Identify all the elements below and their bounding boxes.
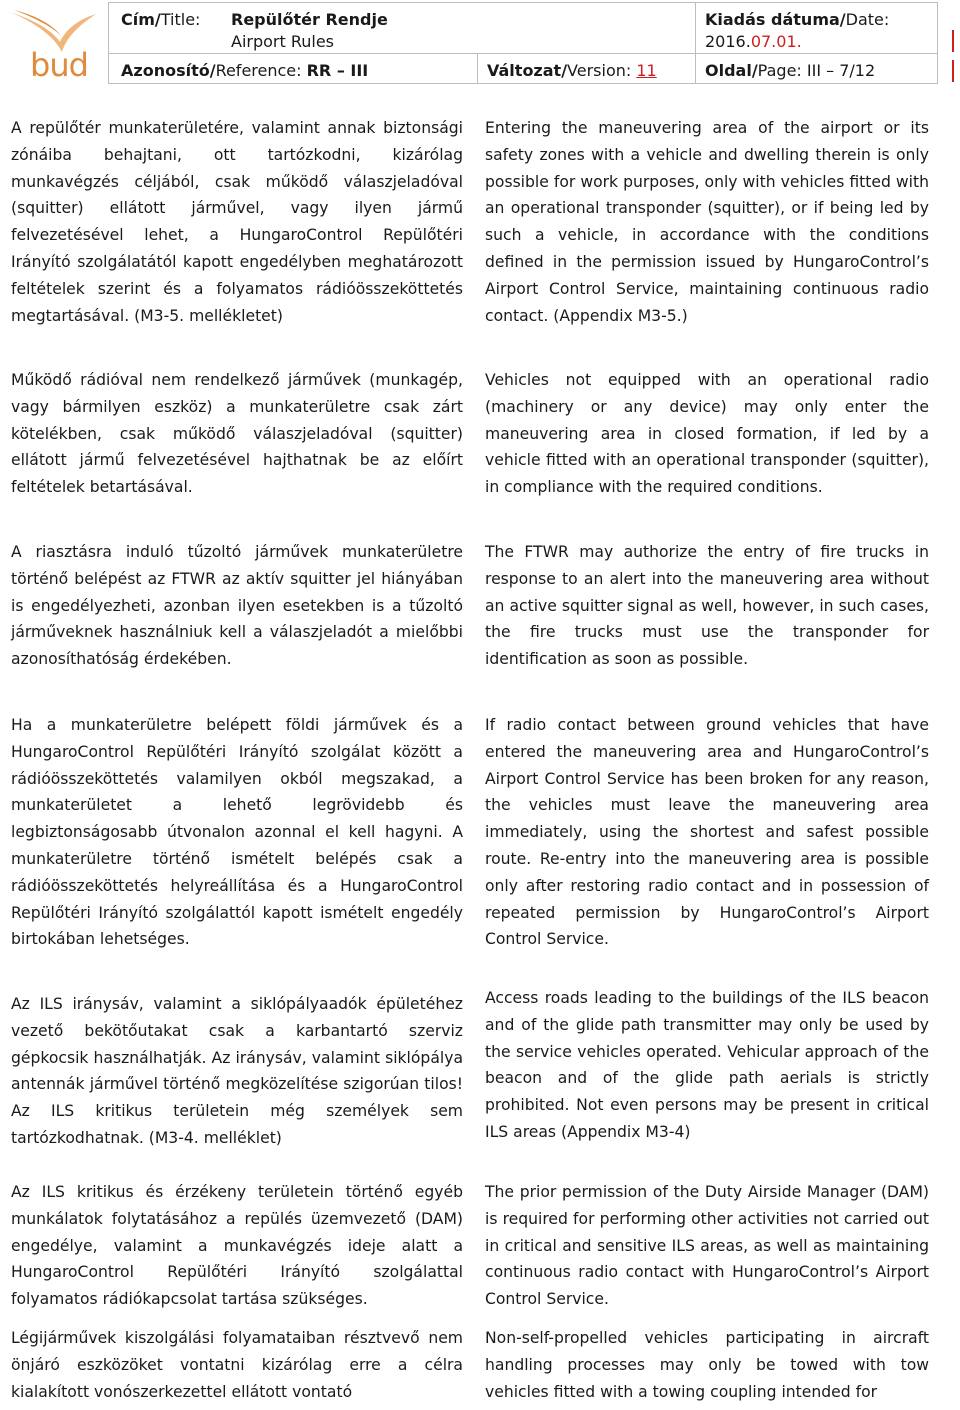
paragraph-hu: Légijárművek kiszolgálási folyamataiban résztvevő nem önjáró eszközöket vontatni kizárólag erre a célra kialakított vonószerkezettel ellátott vontató	[11, 1329, 463, 1401]
logo-wordmark: bud	[30, 46, 88, 84]
header-table	[108, 2, 938, 84]
budapest-airport-logo	[4, 6, 104, 84]
page-number: Oldal/Page: III – 7/12	[705, 61, 876, 80]
page-header	[0, 0, 960, 88]
title-label: Cím/Title:	[121, 10, 201, 29]
version: Változat/Version: 11	[487, 61, 657, 80]
document-title	[231, 9, 388, 53]
paragraph-en: Non-self-propelled vehicles participating in aircraft handling processes may only be towed with tow vehicles fitted with a towing coupling intended for	[485, 1329, 929, 1401]
paragraph-hu: A riasztásra induló tűzoltó járművek munkaterületre történő belépést az FTWR az aktív squitter jel hiányában is engedélyezheti, azonban ilyen esetekben is a tűzoltó járműveknek használniuk kell a válaszjeladót a mielőbbi azonosíthatóság érdekében.	[11, 543, 463, 669]
paragraph-en: The prior permission of the Duty Airside Manager (DAM) is required for performing other activities not carried out in critical and sensitive ILS areas, as well as maintaining continuous radio contact with HungaroControl’s Airport Control Service.	[485, 1183, 929, 1309]
paragraph-hu: Ha a munkaterületre belépett földi járművek és a HungaroControl Repülőtéri Irányító szolgálat között a rádióösszeköttetés valamilyen okból megszakad, a munkaterületet a lehető legrövidebb és legbiztonságosabb útvonalon azonnal el kell hagyni. A munkaterületre történő ismételt belépés csak a rádióösszeköttetés helyreállítása és a HungaroControl Repülőtéri Irányító szolgálattól kapott ismételt engedély birtokában lehetséges.	[11, 716, 463, 949]
paragraph-en: Access roads leading to the buildings of the ILS beacon and of the glide path transmitter may only be used by the service vehicles operated. Vehicular approach of the beacon and of the glide path aerials is strictly prohibited. Not even persons may be present in critical ILS areas (Appendix M3-4)	[485, 989, 929, 1141]
revision-bar	[952, 60, 954, 82]
paragraph-hu: Az ILS kritikus és érzékeny területein történő egyéb munkálatok folytatásához a repülés üzemvezető (DAM) engedélye, valamint a munkavégzés ideje alatt a HungaroControl Repülőtéri Irányító szolgálattal folyamatos rádiókapcsolat tartása szükséges.	[11, 1183, 463, 1309]
title-en: Airport Rules	[231, 32, 335, 51]
issue-date: Kiadás dátuma/Date: 2016.07.01.	[705, 10, 890, 51]
paragraph-en: The FTWR may authorize the entry of fire trucks in response to an alert into the maneuvering area without an active squitter signal as well, however, in such cases, the fire trucks must use the transponder for identification as soon as possible.	[485, 543, 929, 669]
paragraph-en: If radio contact between ground vehicles that have entered the maneuvering area and HungaroControl’s Airport Control Service has been broken for any reason, the vehicles must leave the maneuvering area immediately, using the shortest and safest possible route. Re-entry into the maneuvering area is possible only after restoring radio contact and in possession of repeated permission by HungaroControl’s Airport Control Service.	[485, 716, 929, 949]
version-number: 11	[636, 61, 657, 80]
paragraph-hu: Az ILS iránysáv, valamint a siklópályaadók épületéhez vezető bekötőutakat csak a karbantartó szerviz gépkocsik használhatják. Az iránysáv, valamint siklópálya antennák járművel történő megközelítése szigorúan tilos! Az ILS kritikus területein még személyek sem tartózkodhatnak. (M3-4. melléklet)	[11, 995, 463, 1147]
paragraph-en: Vehicles not equipped with an operational radio (machinery or any device) may only enter the maneuvering area in closed formation, if led by a vehicle fitted with an operational transponder (squitter), in compliance with the required conditions.	[485, 371, 929, 497]
title-hu: Repülőtér Rendje	[231, 10, 388, 29]
reference: Azonosító/Reference: RR – III	[121, 61, 369, 80]
paragraph-hu: A repülőtér munkaterületére, valamint annak biztonsági zónáiba behajtani, ott tartózkodni, kizárólag munkavégzés céljából, csak működő válaszjeladóval (squitter) ellátott járművel, vagy ilyen jármű felvezetésével lehet, a HungaroControl Repülőtéri Irányító szolgálatától kapott engedélyben meghatározott feltételek szerint és a folyamatos rádióösszeköttetés megtartásával. (M3-5. mellékletet)	[11, 119, 463, 325]
issue-date-changed: 07.01.	[750, 32, 802, 51]
paragraph-en: Entering the maneuvering area of the airport or its safety zones with a vehicle and dwelling therein is only possible for work purposes, only with vehicles fitted with an operational transponder (squitter), or if being led by such a vehicle, in accordance with the conditions defined in the permission issued by HungaroControl’s Airport Control Service, maintaining continuous radio contact. (Appendix M3-5.)	[485, 119, 929, 325]
revision-bar	[952, 30, 954, 52]
paragraph-hu: Működő rádióval nem rendelkező járművek (munkagép, vagy bármilyen eszköz) a munkaterületre csak zárt kötelékben, csak működő válaszjeladóval (squitter) ellátott jármű felvezetésével hajthatnak be az előírt feltételek betartásával.	[11, 371, 463, 497]
